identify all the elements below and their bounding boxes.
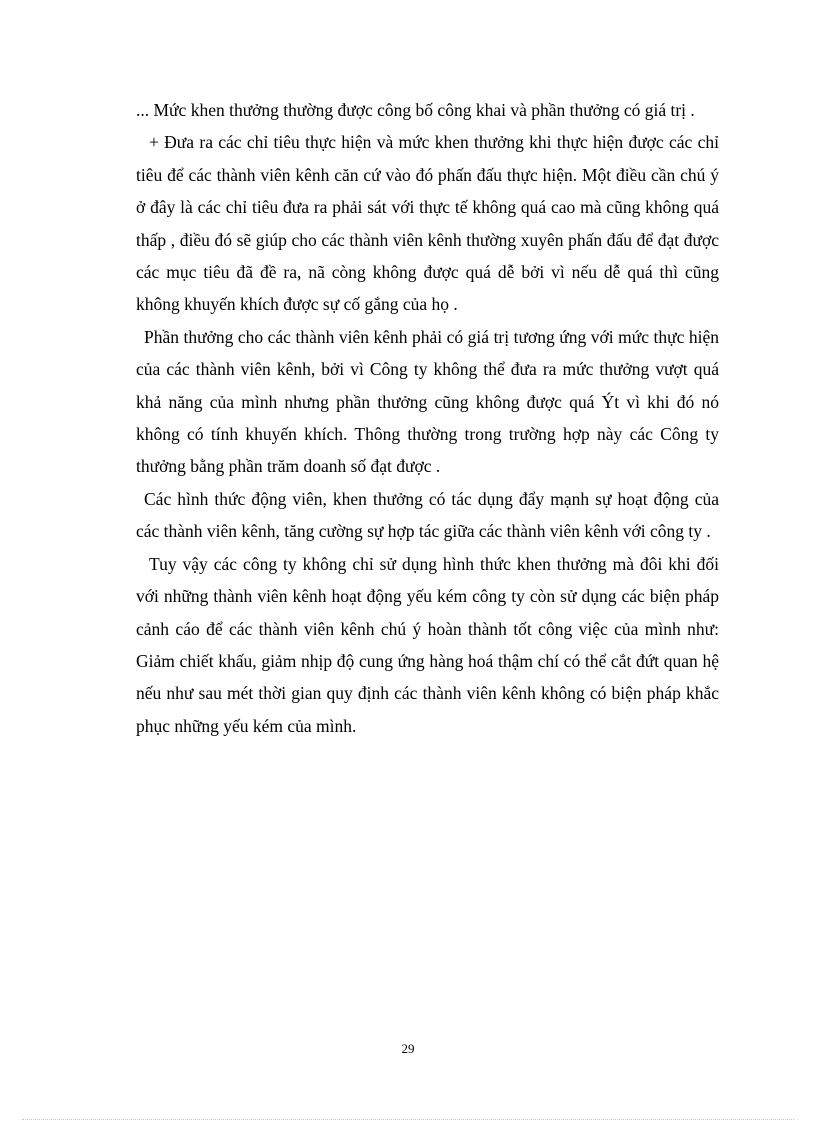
paragraph-reward-value: Phần thưởng cho các thành viên kênh phải có giá trị tương ứng với mức thực hiện của các thành viên kênh, bởi vì Công ty không thể đưa ra mức thưởng vượt quá khả năng của mình nhưng phần thưởng cũng không được quá Ýt vì khi đó nó không có tính khuyến khích. Thông thường trong trường hợp này các Công ty thưởng bằng phần trăm doanh số đạt được . bbox=[136, 326, 719, 477]
paragraph-reward-publicity: ... Mức khen thưởng thường được công bố công khai và phần thưởng có giá trị . bbox=[136, 100, 695, 120]
document-body bbox=[136, 94, 719, 742]
page-number: 29 bbox=[401, 1041, 415, 1056]
page-bottom-divider bbox=[22, 1119, 794, 1120]
paragraph-warning-measures: Tuy vậy các công ty không chỉ sử dụng hình thức khen thưởng mà đôi khi đối với những thành viên kênh hoạt động yếu kém công ty còn sử dụng các biện pháp cảnh cáo để các thành viên kênh chú ý hoàn thành tốt công việc của mình như: Giảm chiết khấu, giảm nhịp độ cung ứng hàng hoá thậm chí có thể cắt đứt quan hệ nếu như sau mét thời gian quy định các thành viên kênh không có biện pháp khắc phục những yếu kém của mình. bbox=[136, 553, 719, 736]
paragraph-targets-and-rewards: + Đưa ra các chỉ tiêu thực hiện và mức khen thưởng khi thực hiện được các chỉ tiêu để các thành viên kênh căn cứ vào đó phấn đấu thực hiện. Một điều cần chú ý ở đây là các chỉ tiêu đưa ra phải sát với thực tế không quá cao mà cũng không quá thấp , điều đó sẽ giúp cho các thành viên kênh thường xuyên phấn đấu để đạt được các mục tiêu đã đề ra, nã còng không được quá dễ bởi vì nếu dễ quá thì cũng không khuyến khích được sự cố gắng của họ . bbox=[136, 132, 719, 315]
paragraph-motivation-forms: Các hình thức động viên, khen thưởng có tác dụng đẩy mạnh sự hoạt động của các thành viên kênh, tăng cường sự hợp tác giữa các thành viên kênh với công ty . bbox=[136, 488, 719, 542]
